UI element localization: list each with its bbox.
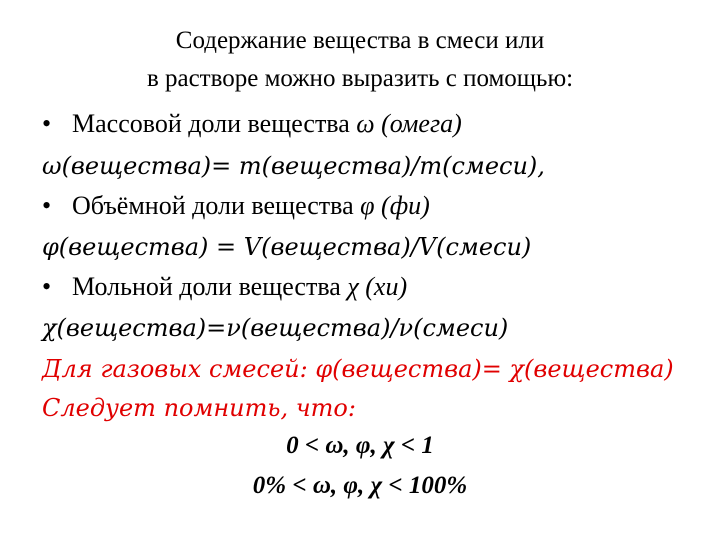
bullet-marker: •: [42, 272, 52, 301]
title-line-1: Содержание вещества в смеси или: [175, 27, 545, 54]
bullet-volume-fraction: [42, 190, 430, 222]
gas-mixture-note: Для газовых смесей: φ(вещества)= χ(вещества): [42, 355, 674, 383]
bullet-mass-fraction: [42, 108, 462, 140]
fraction-range: 0 < ω, φ, χ < 1: [286, 432, 434, 459]
formula-mole-fraction: χ(вещества)=ν(вещества)/ν(смеси): [42, 314, 509, 342]
bullet-mole-fraction: [42, 271, 407, 303]
slide-title: [0, 22, 720, 98]
symbol-chi: χ (хи): [347, 272, 408, 301]
symbol-omega: ω (омега): [356, 109, 462, 138]
symbol-phi: φ (фи): [360, 191, 430, 220]
formula-volume-fraction: φ(вещества) = V(вещества)/V(смеси): [42, 233, 532, 261]
bullet-label: Мольной доли вещества: [72, 272, 348, 301]
bullet-marker: •: [42, 109, 52, 138]
title-line-2: в растворе можно выразить с помощью:: [146, 65, 574, 92]
bullet-label: Объёмной доли вещества: [72, 191, 361, 220]
remember-note: Следует помнить, что:: [42, 394, 356, 422]
bullet-label: Массовой доли вещества: [72, 109, 357, 138]
formula-mass-fraction: ω(вещества)= m(вещества)/m(смеси),: [42, 152, 545, 180]
bullet-marker: •: [42, 191, 52, 220]
percent-range: 0% < ω, φ, χ < 100%: [252, 472, 468, 499]
